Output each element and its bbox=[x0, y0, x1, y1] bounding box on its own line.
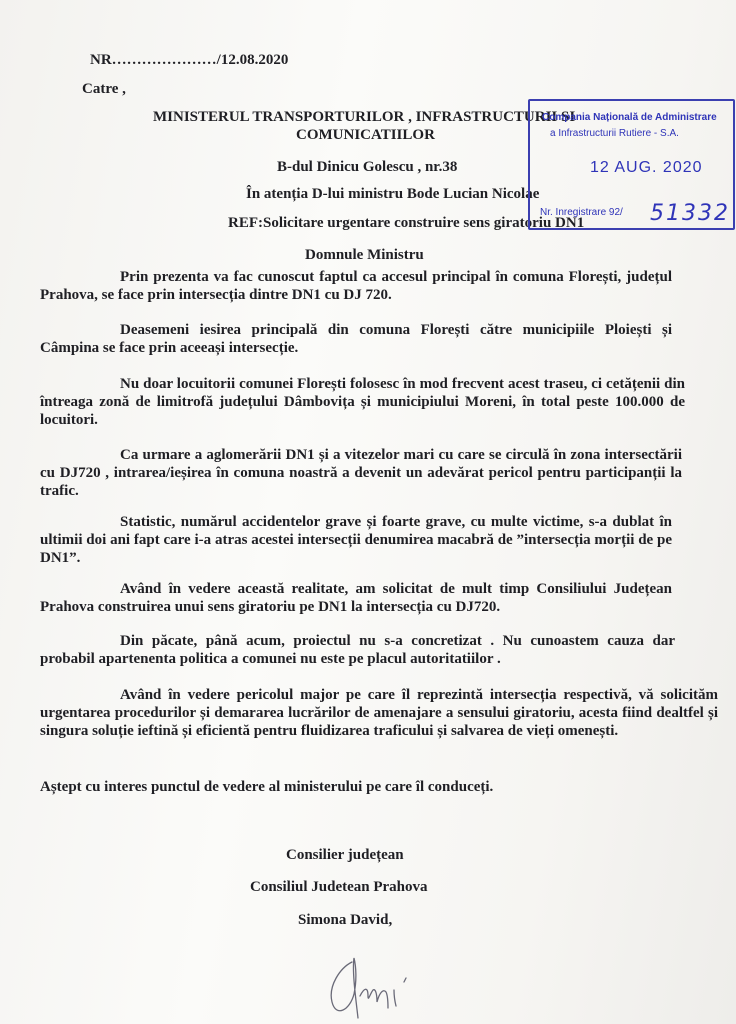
signatory-role: Consilier județean bbox=[286, 847, 404, 863]
attention-line: În atenția D-lui ministru Bode Lucian Nicolae bbox=[246, 186, 540, 202]
stamp-registration-number: 51332 bbox=[650, 201, 730, 226]
ministry-name-line2: COMUNICATIILOR bbox=[296, 127, 435, 143]
signatory-institution: Consiliul Judetean Prahova bbox=[250, 879, 428, 895]
paragraph-3: Nu doar locuitorii comunei Florești folosesc în mod frecvent acest traseu, ci cetățenii din întreaga zonă de limitrofă județului Dâmbovița și municipiului Moreni, în total peste 100.000 de locuitori. bbox=[40, 376, 685, 428]
signatory-name: Simona David, bbox=[298, 912, 393, 928]
ministry-name-line1: MINISTERUL TRANSPORTURILOR , INFRASTRUCTURII SI bbox=[153, 109, 576, 125]
recipient-label: Catre , bbox=[82, 81, 126, 97]
salutation: Domnule Ministru bbox=[305, 247, 424, 263]
stamp-date: 12 AUG. 2020 bbox=[590, 159, 703, 176]
reference-line: REF:Solicitare urgentare construire sens giratoriu DN1 bbox=[228, 215, 585, 231]
paragraph-6: Având în vedere această realitate, am solicitat de mult timp Consiliului Județean Prahova construirea unui sens giratoriu pe DN1 la intersecția cu DJ720. bbox=[40, 581, 672, 615]
paragraph-7: Din păcate, până acum, proiectul nu s-a concretizat . Nu cunoastem cauza dar probabil apartenenta politica a comunei nu este pe placul autoritatiilor . bbox=[40, 633, 675, 667]
paragraph-8: Având în vedere pericolul major pe care îl reprezintă intersecția respectivă, vă solicităm urgentarea procedurilor și demararea lucrărilor de amenajare a sensului giratoriu, acesta fiind dealtfel și singura soluție ieftină și eficientă pentru fluidizarea traficului și salvarea de vieți omenești. bbox=[40, 687, 718, 739]
registration-number-line: NR…………………/12.08.2020 bbox=[90, 52, 289, 68]
stamp-company-line1: Compania Națională de Administrare bbox=[542, 112, 717, 123]
paragraph-4: Ca urmare a aglomerării DN1 și a vitezelor mari cu care se circulă în zona intersectării cu DJ720 , intrarea/ieșirea în comuna noastră a devenit un adevărat pericol pentru participanții la trafic. bbox=[40, 447, 682, 499]
stamp-company-line2: a Infrastructurii Rutiere - S.A. bbox=[550, 128, 679, 139]
registration-stamp bbox=[528, 99, 735, 230]
paragraph-2: Deasemeni iesirea principală din comuna Florești către municipiile Ploiești și Câmpina se face prin aceeași intersecție. bbox=[40, 322, 672, 356]
handwritten-signature bbox=[300, 938, 440, 1024]
ministry-address: B-dul Dinicu Golescu , nr.38 bbox=[277, 159, 458, 175]
paragraph-9: Aștept cu interes punctul de vedere al ministerului pe care îl conduceți. bbox=[40, 779, 494, 795]
paragraph-5: Statistic, numărul accidentelor grave și foarte grave, cu multe victime, s-a dublat în ultimii doi ani fapt care i-a atras acestei intersecții denumirea macabră de ”intersecția morții de pe DN1”. bbox=[40, 514, 672, 566]
paragraph-1: Prin prezenta va fac cunoscut faptul ca accesul principal în comuna Florești, județul Prahova, se face prin intersecția dintre DN1 cu DJ 720. bbox=[40, 269, 672, 303]
stamp-registration-label: Nr. Inregistrare 92/ bbox=[540, 207, 623, 218]
